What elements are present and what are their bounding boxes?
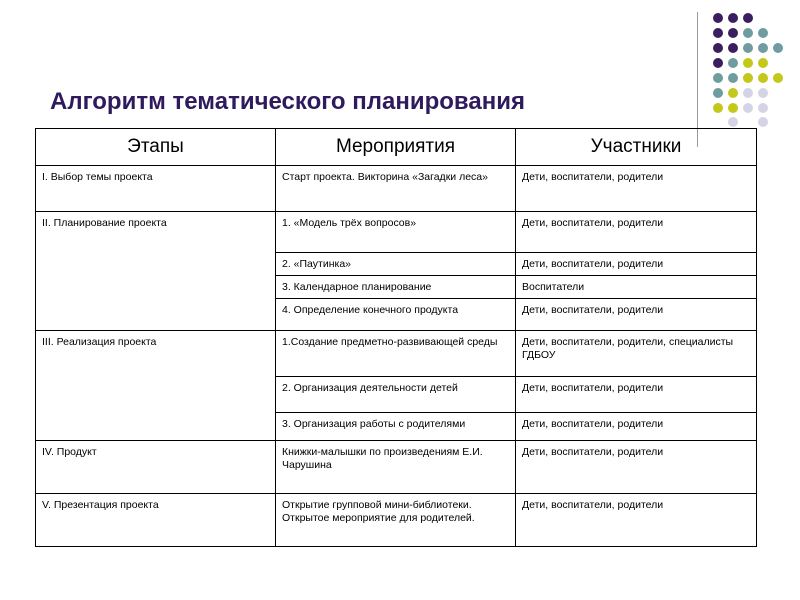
decorative-dot <box>713 43 723 53</box>
participants-cell: Дети, воспитатели, родители <box>516 253 757 276</box>
header-activities: Мероприятия <box>276 129 516 166</box>
participants-cell: Дети, воспитатели, родители <box>516 494 757 547</box>
decorative-dot <box>713 88 723 98</box>
stage-cell: V. Презентация проекта <box>36 494 276 547</box>
decorative-vertical-line <box>697 12 698 147</box>
participants-cell: Дети, воспитатели, родители <box>516 212 757 253</box>
participants-cell: Дети, воспитатели, родители <box>516 299 757 331</box>
stage-cell: II. Планирование проекта <box>36 212 276 331</box>
decorative-dot <box>743 28 753 38</box>
decorative-dot <box>758 103 768 113</box>
decorative-dot <box>713 58 723 68</box>
decorative-dot <box>728 58 738 68</box>
activity-cell: 4. Определение конечного продукта <box>276 299 516 331</box>
header-stages: Этапы <box>36 129 276 166</box>
decorative-dot <box>743 43 753 53</box>
table-row <box>36 494 757 547</box>
decorative-dot <box>758 88 768 98</box>
activity-cell: Книжки-малышки по произведениям Е.И. Чарушина <box>276 441 516 494</box>
decorative-dot <box>728 103 738 113</box>
header-participants: Участники <box>516 129 757 166</box>
decorative-dot <box>773 73 783 83</box>
stage-cell: IV. Продукт <box>36 441 276 494</box>
participants-cell: Дети, воспитатели, родители <box>516 441 757 494</box>
decorative-dot <box>713 28 723 38</box>
activity-cell: 3. Организация работы с родителями <box>276 413 516 441</box>
activity-cell: 2. «Паутинка» <box>276 253 516 276</box>
participants-cell: Дети, воспитатели, родители, специалисты ГДБОУ <box>516 331 757 377</box>
activity-cell: Открытие групповой мини-библиотеки. Открытое мероприятие для родителей. <box>276 494 516 547</box>
decorative-dot <box>728 13 738 23</box>
activity-cell: 1. «Модель трёх вопросов» <box>276 212 516 253</box>
slide-title: Алгоритм тематического планирования <box>50 88 525 115</box>
table-row <box>36 212 757 253</box>
decorative-dot <box>728 88 738 98</box>
stage-cell: I. Выбор темы проекта <box>36 166 276 212</box>
decorative-dot <box>728 117 738 127</box>
participants-cell: Дети, воспитатели, родители <box>516 413 757 441</box>
decorative-dot <box>728 43 738 53</box>
participants-cell: Дети, воспитатели, родители <box>516 377 757 413</box>
activity-cell: Старт проекта. Викторина «Загадки леса» <box>276 166 516 212</box>
table-row <box>36 166 757 212</box>
decorative-dot <box>728 73 738 83</box>
decorative-dot-grid <box>0 0 800 140</box>
decorative-dot <box>758 73 768 83</box>
decorative-dot <box>758 117 768 127</box>
decorative-dot <box>713 73 723 83</box>
planning-table <box>35 128 757 547</box>
decorative-dot <box>773 43 783 53</box>
decorative-dot <box>758 28 768 38</box>
decorative-dot <box>743 73 753 83</box>
decorative-dot <box>743 88 753 98</box>
decorative-dot <box>758 43 768 53</box>
activity-cell: 2. Организация деятельности детей <box>276 377 516 413</box>
participants-cell: Воспитатели <box>516 276 757 299</box>
decorative-dot <box>743 13 753 23</box>
decorative-dot <box>713 13 723 23</box>
activity-cell: 1.Создание предметно-развивающей среды <box>276 331 516 377</box>
activity-cell: 3. Календарное планирование <box>276 276 516 299</box>
participants-cell: Дети, воспитатели, родители <box>516 166 757 212</box>
decorative-dot <box>758 58 768 68</box>
decorative-dot <box>728 28 738 38</box>
decorative-dot <box>743 58 753 68</box>
decorative-dot <box>713 103 723 113</box>
table-row <box>36 441 757 494</box>
stage-cell: III. Реализация проекта <box>36 331 276 441</box>
table-header-row <box>36 129 757 166</box>
decorative-dot <box>743 103 753 113</box>
table-row <box>36 331 757 377</box>
